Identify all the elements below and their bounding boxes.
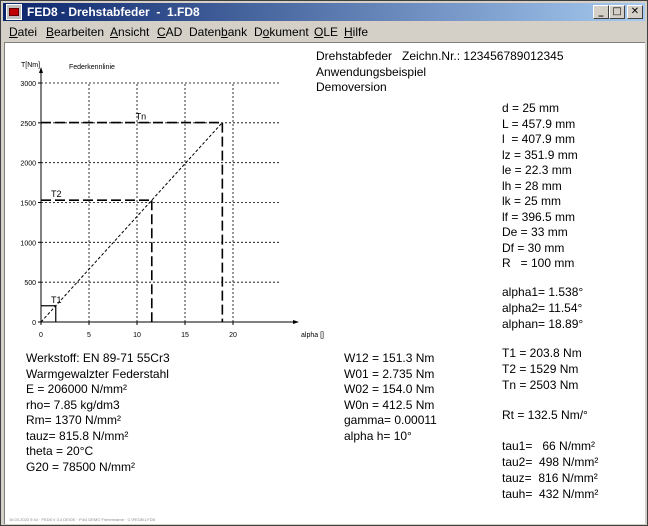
y-tick-label-1000: 1000 [20,240,36,248]
menu-bar [3,22,645,41]
characteristic-line [41,123,222,322]
x-tick-label-20: 20 [229,332,237,339]
window-title: FED8 - Drehstabfeder - 1.FD8 [27,5,200,19]
menu-item-dokument[interactable]: Dokument [254,25,309,39]
x-tick-label-0: 0 [39,332,43,339]
header-line-1: Drehstabfeder Zeichn.Nr.: 123456789012345 [316,49,564,63]
torque-line-1: T1 = 203.8 Nm [502,346,582,360]
point-label-T2: T2 [51,189,62,200]
dimension-line-9: De = 33 mm [502,225,568,239]
x-tick-label-15: 15 [181,332,189,339]
torque-line-3: Tn = 2503 Nm [502,378,579,392]
material-line-4: rho= 7.85 kg/dm3 [26,397,120,412]
menu-item-ansicht[interactable]: Ansicht [110,25,150,39]
material-line-3: E = 206000 N/mm² [26,382,128,396]
material-line-1: Werkstoff: EN 89-71 55Cr3 [26,351,170,365]
x-axis-label: alpha [] [301,332,324,339]
point-label-Tn: Tn [135,111,147,122]
stress-line-2: tau2= 498 N/mm² [502,455,599,469]
header-line-3: Demoversion [316,80,387,94]
y-tick-label-1500: 1500 [20,200,36,208]
dimension-line-3: l = 407.9 mm [502,132,576,146]
material-line-5: Rm= 1370 N/mm² [26,413,122,427]
y-tick-label-2000: 2000 [20,160,36,168]
x-axis-arrow [293,320,299,324]
energy-line-1: W12 = 151.3 Nm [344,351,435,365]
energy-line-4: W0n = 412.5 Nm [344,397,435,412]
stress-line-3: tauz= 816 N/mm² [502,471,598,485]
minimize-button[interactable]: _ [593,5,609,19]
menu-item-bearbeiten[interactable]: Bearbeiten [46,25,105,39]
dimension-line-8: lf = 396.5 mm [502,209,576,224]
dimension-line-4: lz = 351.9 mm [502,147,578,162]
dimension-line-6: lh = 28 mm [502,178,562,193]
stress-line-1: tau1= 66 N/mm² [502,439,596,453]
torque-line-2: T2 = 1529 Nm [502,362,579,376]
menu-item-hilfe[interactable]: Hilfe [344,25,369,39]
chart-title-text: Federkennlinie [69,64,115,71]
y-tick-label-2500: 2500 [20,120,36,128]
material-line-7: theta = 20°C [26,444,94,458]
y-axis-label: T[Nm] [21,62,41,69]
dimension-line-5: le = 22.3 mm [502,163,572,177]
menu-item-ole[interactable]: OLE [314,25,339,39]
y-tick-label-3000: 3000 [20,81,36,88]
x-tick-label-10: 10 [133,332,141,339]
menu-item-datei[interactable]: Datei [9,25,38,39]
energy-line-6: alpha h= 10° [344,428,412,443]
menu-item-cad[interactable]: CAD [157,25,183,39]
document-area [4,42,645,524]
angle-line-1: alpha1= 1.538° [502,285,584,299]
dimension-line-1: d = 25 mm [502,101,560,115]
menu-item-datenbank[interactable]: Datenbank [189,25,248,39]
angle-line-2: alpha2= 11.54° [502,301,583,315]
y-tick-label-0: 0 [32,320,36,327]
print-footer: 16.03.2023 9:44 · FED8 V 3.4 DE/DE · P4/4 DEMO Firmenname · C:\FED8\1.FD8 [9,517,155,522]
dimension-line-7: lk = 25 mm [502,194,562,208]
header-line-2: Anwendungsbeispiel [316,65,427,79]
close-button[interactable]: ✕ [627,5,643,19]
material-line-2: Warmgewalzter Federstahl [26,366,169,381]
x-tick-label-5: 5 [87,332,91,339]
dimension-line-11: R = 100 mm [502,256,575,270]
point-label-T1: T1 [51,294,62,305]
energy-line-5: gamma= 0.00011 [344,413,437,427]
angle-line-3: alphan= 18.89° [502,317,584,331]
stress-line-4: tauh= 432 N/mm² [502,487,599,501]
energy-line-2: W01 = 2.735 Nm [344,366,435,381]
dimension-line-10: Df = 30 mm [502,240,565,255]
material-line-8: G20 = 78500 N/mm² [26,459,136,474]
dimension-line-2: L = 457.9 mm [502,116,576,131]
y-tick-label-500: 500 [24,280,36,288]
spring-rate: Rt = 132.5 Nm/° [502,408,588,422]
app-icon[interactable] [6,4,22,20]
maximize-button[interactable]: □ [609,5,625,19]
material-line-6: tauz= 815.8 N/mm² [26,428,129,443]
energy-line-3: W02 = 154.0 Nm [344,382,435,396]
title-bar[interactable] [3,3,645,21]
